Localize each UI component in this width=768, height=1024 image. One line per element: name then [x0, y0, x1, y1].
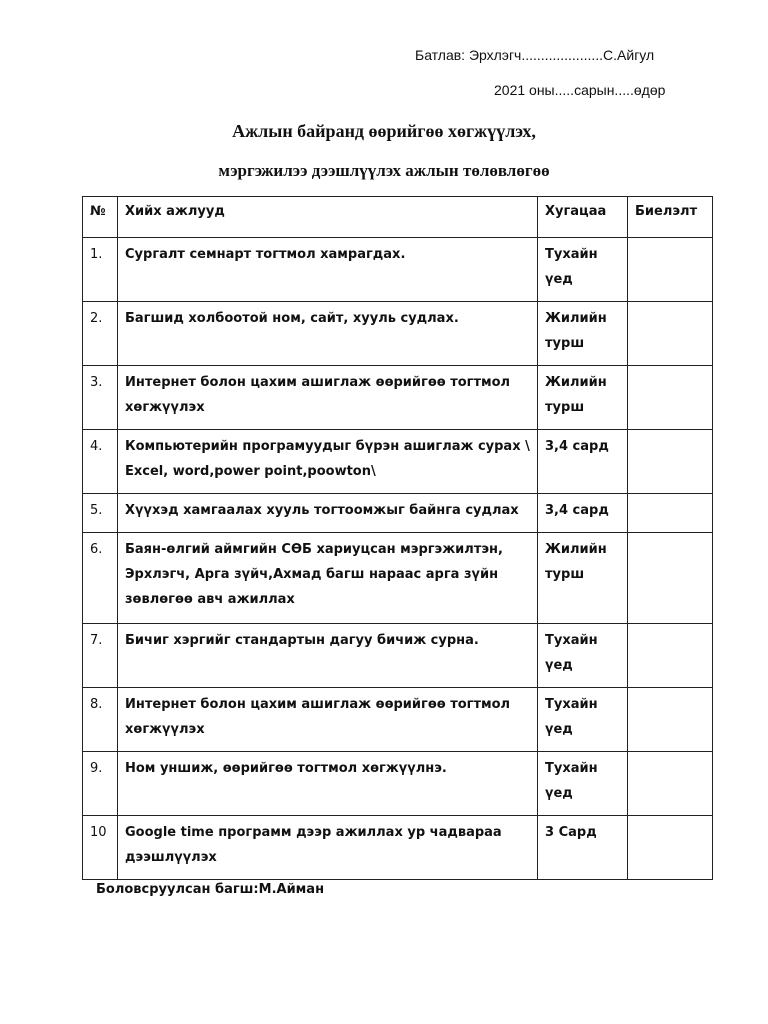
header-tasks: Хийх ажлууд	[118, 197, 538, 238]
row-task: Сургалт семнарт тогтмол хамрагдах.	[118, 238, 538, 302]
document-title-line-2: мэргэжилээ дээшлүүлэх ажлын төлөвлөгөө	[218, 161, 550, 180]
header-deadline: Хугацаа	[538, 197, 628, 238]
row-task: Google time программ дээр ажиллах ур чадвараа дээшлүүлэх	[118, 816, 538, 880]
row-completion	[628, 816, 713, 880]
header-number: №	[83, 197, 118, 238]
row-number: 4.	[83, 430, 118, 494]
row-completion	[628, 688, 713, 752]
table-row	[83, 688, 713, 752]
table-row	[83, 238, 713, 302]
row-number: 2.	[83, 302, 118, 366]
row-completion	[628, 238, 713, 302]
header-completion: Биелэлт	[628, 197, 713, 238]
row-deadline: Жилийн турш	[538, 366, 628, 430]
table-row	[83, 752, 713, 816]
row-completion	[628, 494, 713, 533]
row-deadline: Тухайн үед	[538, 238, 628, 302]
row-deadline: Тухайн үед	[538, 752, 628, 816]
table-row	[83, 816, 713, 880]
table-row	[83, 430, 713, 494]
document-title-line-1: Ажлын байранд өөрийгөө хөгжүүлэх,	[232, 121, 536, 141]
row-completion	[628, 624, 713, 688]
row-completion	[628, 366, 713, 430]
date-line: 2021 оны.....сарын.....өдөр	[494, 82, 666, 98]
prepared-by: Боловсруулсан багш:М.Айман	[96, 882, 325, 897]
row-completion	[628, 533, 713, 624]
table-row	[83, 624, 713, 688]
table-row	[83, 533, 713, 624]
table-row	[83, 366, 713, 430]
row-completion	[628, 302, 713, 366]
table-row	[83, 302, 713, 366]
work-plan-table	[82, 196, 713, 880]
row-task: Хүүхэд хамгаалах хууль тогтоомжыг байнга судлах	[118, 494, 538, 533]
row-task: Интернет болон цахим ашиглаж өөрийгөө тогтмол хөгжүүлэх	[118, 366, 538, 430]
row-number: 10	[83, 816, 118, 880]
table-header-row	[83, 197, 713, 238]
row-deadline: Жилийн турш	[538, 302, 628, 366]
row-completion	[628, 752, 713, 816]
row-task: Компьютерийн програмуудыг бүрэн ашиглаж сурах \ Excel, word,power point,poowton\	[118, 430, 538, 494]
row-deadline: Жилийн турш	[538, 533, 628, 624]
row-number: 9.	[83, 752, 118, 816]
row-completion	[628, 430, 713, 494]
approval-line: Батлав: Эрхлэгч.....................С.Айгул	[415, 47, 655, 63]
row-number: 6.	[83, 533, 118, 624]
row-number: 8.	[83, 688, 118, 752]
row-task: Ном уншиж, өөрийгөө тогтмол хөгжүүлнэ.	[118, 752, 538, 816]
row-number: 3.	[83, 366, 118, 430]
table-body	[83, 238, 713, 880]
row-number: 5.	[83, 494, 118, 533]
row-number: 1.	[83, 238, 118, 302]
table-row	[83, 494, 713, 533]
row-deadline: 3,4 сард	[538, 430, 628, 494]
row-deadline: 3,4 сард	[538, 494, 628, 533]
row-task: Багшид холбоотой ном, сайт, хууль судлах.	[118, 302, 538, 366]
row-task: Бичиг хэргийг стандартын дагуу бичиж сурна.	[118, 624, 538, 688]
row-task: Баян-өлгий аймгийн СӨБ хариуцсан мэргэжилтэн, Эрхлэгч, Арга зүйч,Ахмад багш нараас арга зүйн зөвлөгөө авч ажиллах	[118, 533, 538, 624]
row-number: 7.	[83, 624, 118, 688]
row-deadline: Тухайн үед	[538, 688, 628, 752]
row-deadline: Тухайн үед	[538, 624, 628, 688]
row-deadline: 3 Сард	[538, 816, 628, 880]
row-task: Интернет болон цахим ашиглаж өөрийгөө тогтмол хөгжүүлэх	[118, 688, 538, 752]
